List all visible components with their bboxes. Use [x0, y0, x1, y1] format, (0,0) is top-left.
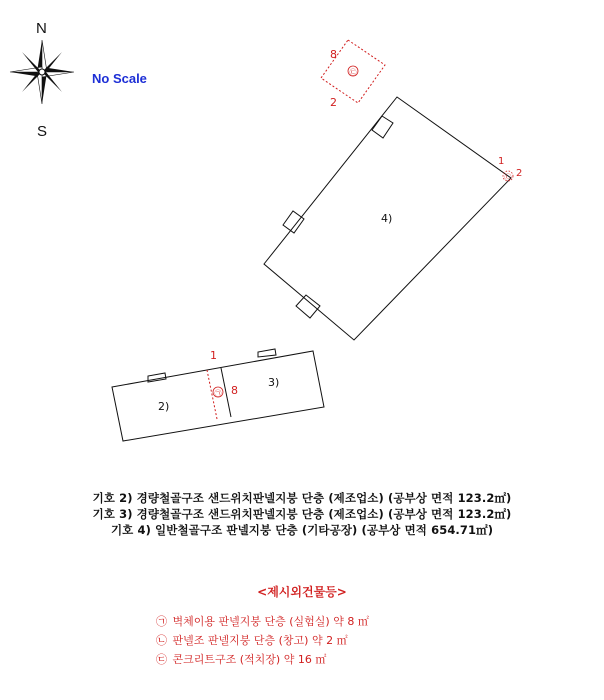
point-label-mid-8: 8 [231, 384, 238, 397]
caption-building-4: 기호 4) 일반철골구조 판넬지붕 단층 (기타공장) (공부상 면적 654.71㎡) [110, 523, 494, 537]
caption-building-2: 기호 2) 경량철골구조 샌드위치판넬지붕 단층 (제조업소) (공부상 면적 123.2㎡) [92, 491, 512, 505]
marker-c-legend-icon: ㉢ [156, 653, 167, 666]
marker-c-icon: ㉢ [349, 68, 357, 77]
point-label-mid-1: 1 [210, 349, 217, 362]
exclusion-item-c-text: 콘크리트구조 (적치장) 약 16 ㎡ [172, 653, 327, 666]
building-2-label: 2) [158, 400, 170, 413]
compass-rose-icon [10, 40, 74, 104]
compass-south-label: S [37, 123, 48, 140]
building-4-label: 4) [381, 212, 393, 225]
no-scale-note: No Scale [92, 71, 147, 86]
point-label-right-2: 2 [516, 168, 523, 179]
caption-building-3: 기호 3) 경량철골구조 샌드위치판넬지붕 단층 (제조업소) (공부상 면적 123.2㎡) [92, 507, 512, 521]
marker-b-legend-icon: ㉡ [156, 634, 167, 647]
compass-north-label: N [36, 20, 47, 37]
exclusion-item-c [156, 651, 326, 667]
exclusions-title: <제시외건물등> [257, 585, 347, 599]
point-label-right-1: 1 [498, 156, 505, 167]
building-3-label: 3) [268, 376, 280, 389]
exclusion-item-b [156, 632, 348, 648]
exclusion-item-a [156, 613, 369, 629]
point-label-top-8: 8 [330, 48, 337, 61]
point-label-top-2: 2 [330, 96, 337, 109]
exclusion-item-a-text: 벽체이용 판넬지붕 단층 (실험실) 약 8 ㎡ [172, 615, 369, 628]
marker-a-icon: ㉠ [214, 389, 222, 398]
marker-a-legend-icon: ㉠ [156, 615, 167, 628]
marker-b-icon: ㉡ [504, 173, 512, 182]
exclusion-item-b-text: 판넬조 판넬지붕 단층 (창고) 약 2 ㎡ [172, 634, 348, 647]
